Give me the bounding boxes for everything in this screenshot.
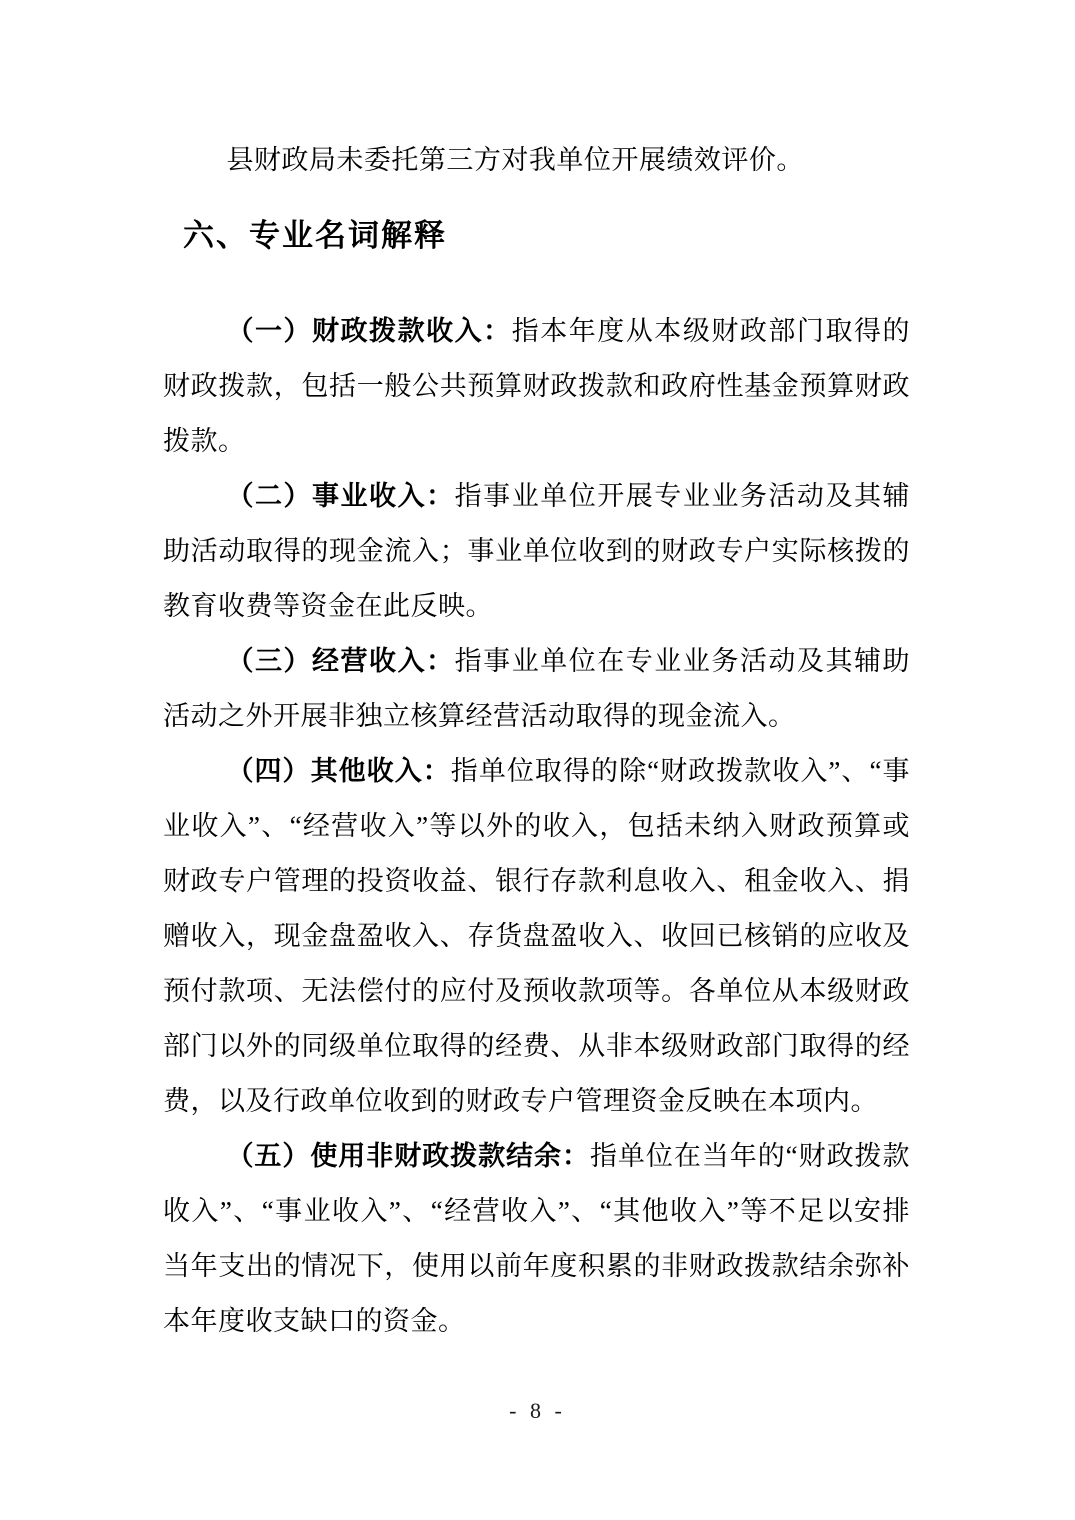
term-name-4: （四）其他收入： bbox=[226, 756, 451, 786]
term-definition-1 bbox=[163, 304, 910, 469]
term-definition-5 bbox=[163, 1129, 910, 1349]
term-definition-3 bbox=[163, 634, 910, 744]
term-definition-4 bbox=[163, 744, 910, 1129]
term-name-3: （三）经营收入： bbox=[226, 646, 455, 676]
intro-paragraph: 县财政局未委托第三方对我单位开展绩效评价。 bbox=[226, 145, 804, 175]
page-number: - 8 - bbox=[509, 1398, 566, 1423]
term-body-4: 指单位取得的除“财政拨款收入”、“事业收入”、“经营收入”等以外的收入，包括未纳入财政预算或财政专户管理的投资收益、银行存款利息收入、租金收入、捐赠收入，现金盘盈收入、存货盘盈收入、收回已核销的应收及预付款项、无法偿付的应付及预收款项等。各单位从本级财政部门以外的同级单位取得的经费、从非本级财政部门取得的经费，以及行政单位收到的财政专户管理资金反映在本项内。 bbox=[163, 756, 911, 1116]
term-name-2: （二）事业收入： bbox=[226, 481, 455, 511]
section-heading: 六、专业名词解释 bbox=[183, 218, 447, 253]
term-body-2: 指事业单位开展专业业务活动及其辅助活动取得的现金流入；事业单位收到的财政专户实际核拨的教育收费等资金在此反映。 bbox=[163, 481, 911, 621]
page-content bbox=[163, 133, 910, 1349]
term-definition-2 bbox=[163, 469, 910, 634]
term-body-1: 指本年度从本级财政部门取得的财政拨款，包括一般公共预算财政拨款和政府性基金预算财政拨款。 bbox=[163, 316, 911, 456]
term-body-3: 指事业单位在专业业务活动及其辅助活动之外开展非独立核算经营活动取得的现金流入。 bbox=[163, 646, 911, 731]
term-name-5: （五）使用非财政拨款结余： bbox=[226, 1141, 590, 1171]
term-body-5: 指单位在当年的“财政拨款收入”、“事业收入”、“经营收入”、“其他收入”等不足以安排当年支出的情况下，使用以前年度积累的非财政拨款结余弥补本年度收支缺口的资金。 bbox=[163, 1141, 910, 1336]
term-name-1: （一）财政拨款收入： bbox=[226, 316, 512, 346]
